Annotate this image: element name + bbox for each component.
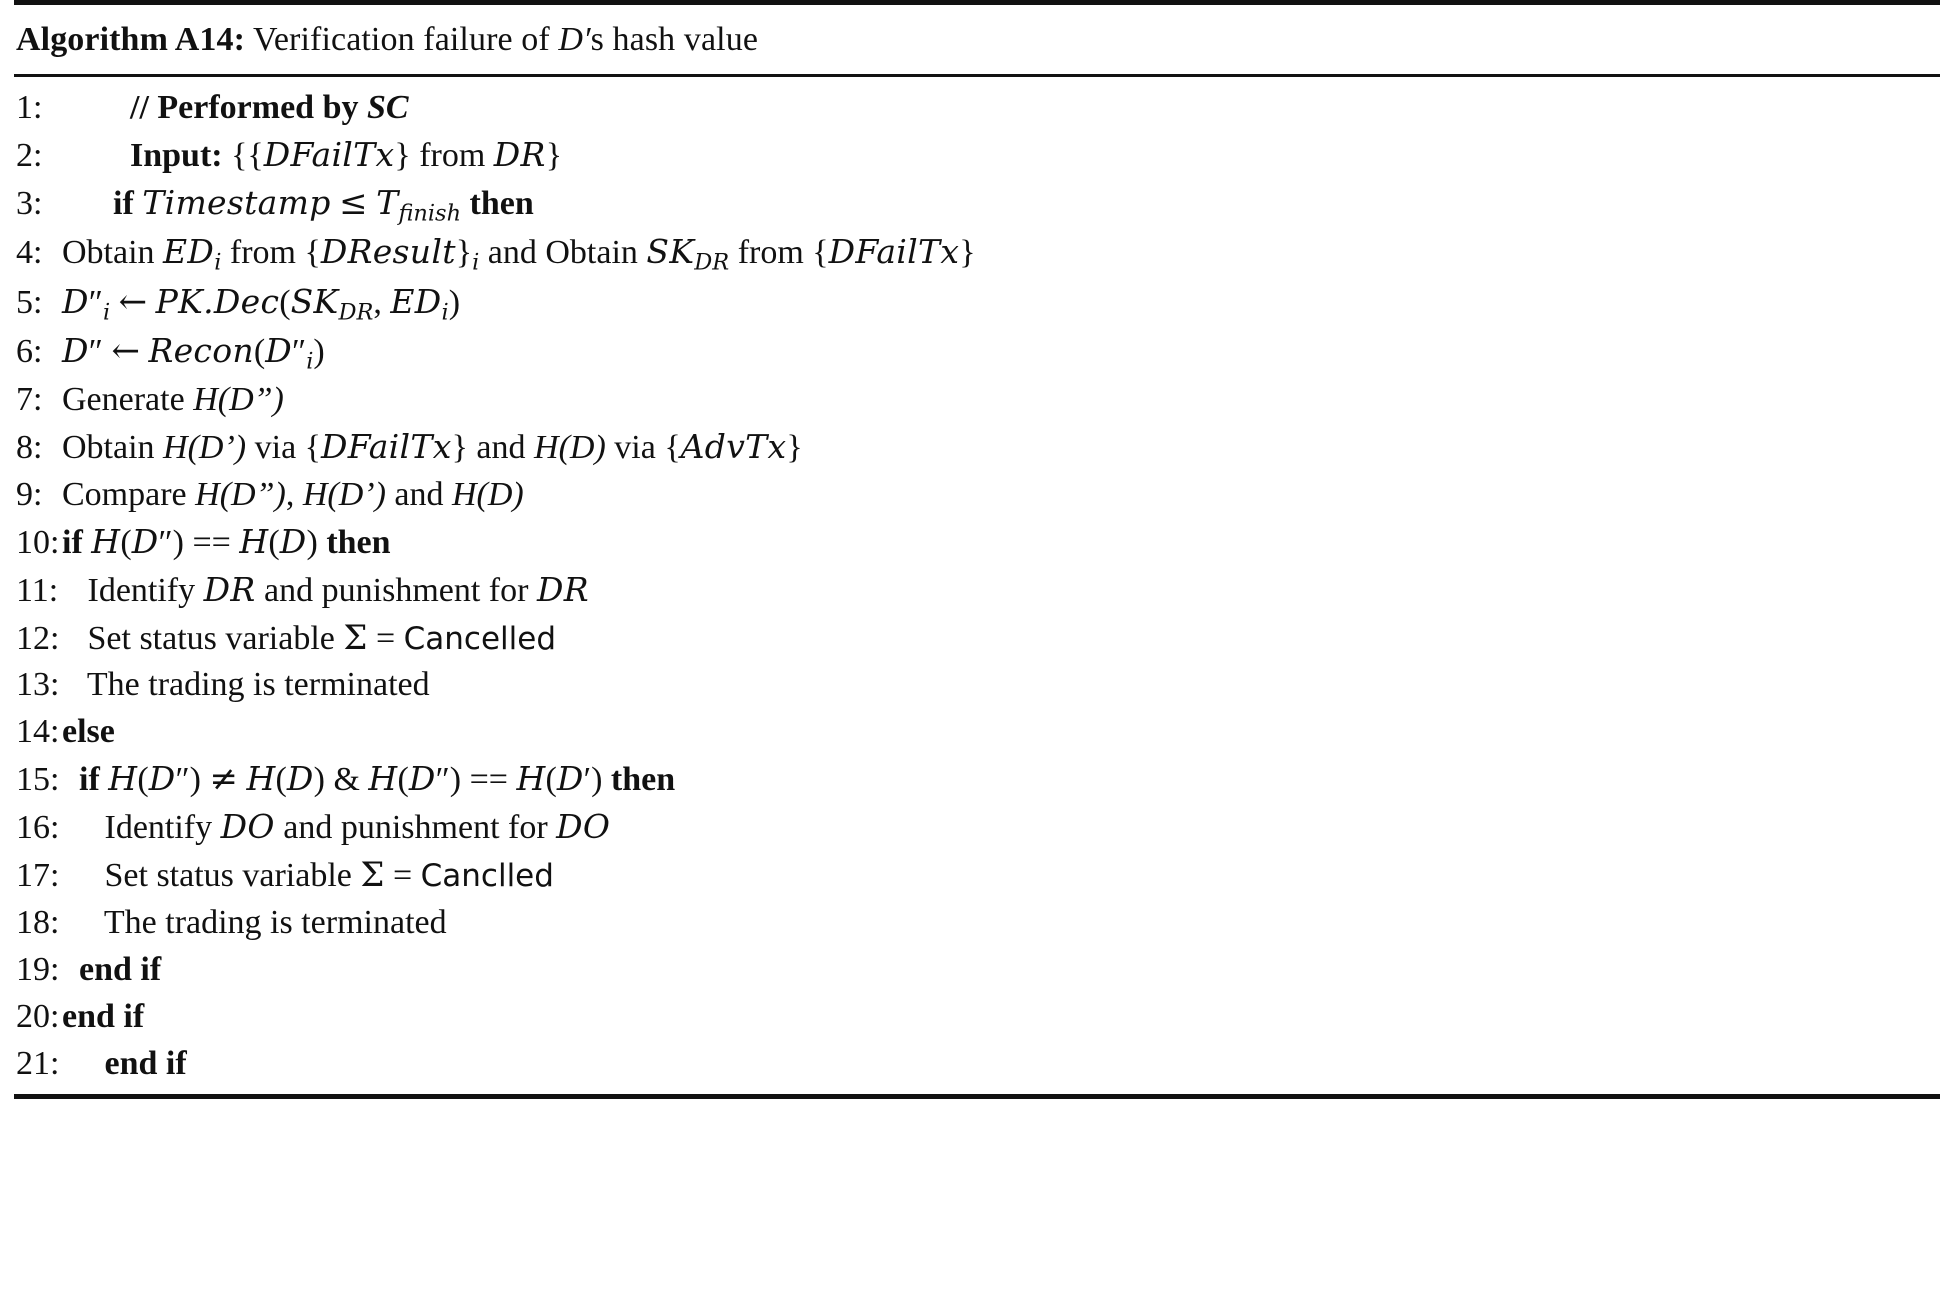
line-number: 20: (16, 997, 60, 1035)
algorithm-line (16, 662, 1938, 709)
line-number: 21: (16, 1044, 60, 1082)
rule-bottom (14, 1094, 1940, 1099)
algorithm-line (16, 328, 1938, 377)
line-number: 9: (16, 475, 43, 513)
line-content: end if (62, 997, 145, 1035)
line-content: Set status variable Σ = Canclled (62, 855, 554, 896)
line-content: else (62, 713, 115, 751)
line-number: 7: (16, 381, 43, 419)
algorithm-line (16, 709, 1938, 756)
line-number: 2: (16, 137, 43, 175)
algorithm-line (16, 132, 1938, 180)
algorithm-line (16, 567, 1938, 615)
line-content: // Performed by SC (130, 89, 409, 127)
line-content: The trading is terminated (62, 904, 447, 942)
line-content: Obtain $ED_i$ from $\{DResult\}_i$ and Obtain $SK_{DR}$ from {DFailTx} (62, 232, 976, 276)
line-content: end if (79, 950, 162, 988)
line-content: Identify DR and punishment for DR (62, 569, 589, 609)
line-number: 10: (16, 523, 60, 561)
algorithm-line (16, 804, 1938, 852)
line-number: 19: (16, 950, 60, 988)
line-number: 8: (16, 428, 43, 466)
line-content: Input: {{DFailTx} from DR} (130, 135, 563, 175)
algorithm-line (16, 180, 1938, 229)
algorithm-line (16, 947, 1938, 994)
line-content: Generate H(D”) (62, 381, 284, 419)
algorithm-caption (14, 5, 1940, 74)
line-content: The trading is terminated (62, 666, 430, 704)
line-number: 17: (16, 857, 60, 895)
line-number: 13: (16, 666, 60, 704)
algorithm-line (16, 424, 1938, 472)
line-content: Identify DO and punishment for DO (62, 807, 611, 847)
line-content: if H(D″) == H(D) then (62, 521, 391, 561)
line-content: end if (104, 1044, 187, 1082)
algorithm-line (16, 1041, 1938, 1088)
line-content: Set status variable Σ = Cancelled (62, 617, 557, 658)
line-content: Compare H(D”), H(D’) and H(D) (62, 475, 524, 513)
algorithm-line (16, 472, 1938, 519)
algorithm-body (14, 77, 1940, 1093)
algorithm-line (16, 615, 1938, 663)
line-number: 15: (16, 761, 60, 799)
algorithm-line (16, 756, 1938, 804)
algorithm-line (16, 279, 1938, 328)
line-number: 1: (16, 89, 43, 127)
line-number: 14: (16, 713, 60, 751)
line-number: 16: (16, 809, 60, 847)
line-number: 5: (16, 283, 43, 321)
line-number: 4: (16, 234, 43, 272)
algorithm-line (16, 377, 1938, 424)
line-number: 11: (16, 571, 59, 609)
algorithm-caption-text: Verification failure of D′s hash value (245, 21, 759, 58)
algorithm-line (16, 85, 1938, 132)
line-content: if Timestamp ≤ $T_{finish}$ then (113, 183, 534, 227)
algorithm-line (16, 900, 1938, 947)
algorithm-line (16, 994, 1938, 1041)
algorithm-caption-label: Algorithm A14: (16, 21, 245, 58)
algorithm-line (16, 229, 1938, 278)
algorithm-line (16, 852, 1938, 900)
line-content: if H(D″) ≠ H(D) & H(D″) == H(D′) then (79, 759, 676, 800)
line-content: $D''_i$ ← $PK.Dec(SK_{DR}$, $ED_i$) (62, 281, 461, 325)
line-content: D″ ← $Recon(D''_i)$ (62, 330, 325, 375)
line-number: 3: (16, 185, 43, 223)
line-number: 18: (16, 904, 60, 942)
algorithm-line (16, 519, 1938, 567)
line-number: 12: (16, 619, 60, 657)
line-content: Obtain H(D’) via {DFailTx} and H(D) via {AdvTx} (62, 426, 803, 466)
line-number: 6: (16, 332, 43, 370)
